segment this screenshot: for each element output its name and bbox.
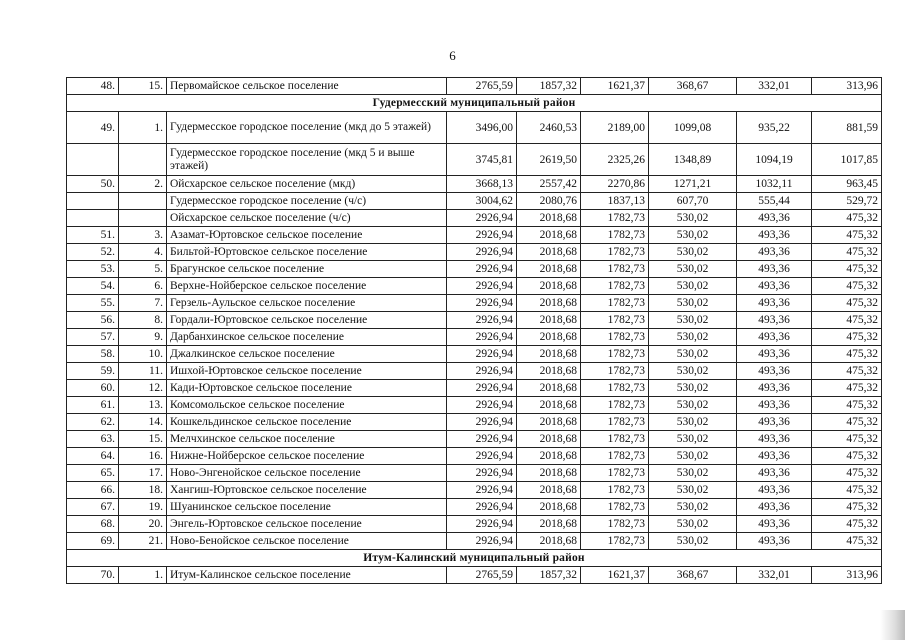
value-cell-5: 493,36 [737, 380, 812, 397]
sub-number-cell: 9. [119, 329, 167, 346]
value-cell-3: 1782,73 [581, 397, 649, 414]
value-cell-5: 493,36 [737, 227, 812, 244]
settlement-name-cell: Мелчхинское сельское поселение [167, 431, 447, 448]
value-cell-5: 332,01 [737, 78, 812, 95]
row-number-cell: 49. [67, 112, 119, 144]
row-number-cell: 50. [67, 176, 119, 193]
value-cell-4: 530,02 [649, 499, 737, 516]
value-cell-5: 493,36 [737, 278, 812, 295]
sub-number-cell: 1. [119, 112, 167, 144]
value-cell-6: 475,32 [812, 363, 882, 380]
table-row [67, 210, 882, 227]
value-cell-1: 3668,13 [447, 176, 517, 193]
tariff-table [66, 77, 882, 584]
sub-number-cell: 20. [119, 516, 167, 533]
value-cell-6: 475,32 [812, 533, 882, 550]
table-row [67, 465, 882, 482]
section-title: Гудермесский муниципальный район [67, 95, 882, 112]
table-row [67, 533, 882, 550]
value-cell-3: 1782,73 [581, 312, 649, 329]
value-cell-4: 530,02 [649, 346, 737, 363]
settlement-name-cell: Ойсхарское сельское поселение (ч/с) [167, 210, 447, 227]
row-number-cell: 63. [67, 431, 119, 448]
settlement-name-cell: Ойсхарское сельское поселение (мкд) [167, 176, 447, 193]
table-row [67, 482, 882, 499]
table-row [67, 112, 882, 144]
value-cell-1: 2926,94 [447, 346, 517, 363]
value-cell-3: 1782,73 [581, 227, 649, 244]
value-cell-4: 368,67 [649, 567, 737, 584]
sub-number-cell: 15. [119, 431, 167, 448]
value-cell-4: 530,02 [649, 227, 737, 244]
row-number-cell: 66. [67, 482, 119, 499]
value-cell-5: 493,36 [737, 465, 812, 482]
table-row [67, 312, 882, 329]
value-cell-4: 530,02 [649, 380, 737, 397]
value-cell-6: 475,32 [812, 499, 882, 516]
sub-number-cell [119, 210, 167, 227]
value-cell-2: 2018,68 [517, 278, 581, 295]
settlement-name-cell: Шуанинское сельское поселение [167, 499, 447, 516]
row-number-cell: 58. [67, 346, 119, 363]
value-cell-3: 1782,73 [581, 261, 649, 278]
value-cell-1: 2926,94 [447, 482, 517, 499]
value-cell-1: 3004,62 [447, 193, 517, 210]
value-cell-2: 1857,32 [517, 78, 581, 95]
value-cell-2: 2018,68 [517, 516, 581, 533]
value-cell-6: 475,32 [812, 482, 882, 499]
value-cell-3: 1782,73 [581, 295, 649, 312]
table-row [67, 295, 882, 312]
row-number-cell: 61. [67, 397, 119, 414]
value-cell-1: 2926,94 [447, 244, 517, 261]
value-cell-1: 2926,94 [447, 516, 517, 533]
value-cell-5: 1094,19 [737, 144, 812, 176]
value-cell-3: 1782,73 [581, 499, 649, 516]
sub-number-cell: 1. [119, 567, 167, 584]
value-cell-6: 1017,85 [812, 144, 882, 176]
value-cell-5: 1032,11 [737, 176, 812, 193]
settlement-name-cell: Гудермесское городское поселение (мкд 5 и выше этажей) [167, 144, 447, 176]
table-row [67, 261, 882, 278]
settlement-name-cell: Гудермесское городское поселение (ч/с) [167, 193, 447, 210]
settlement-name-cell: Ново-Бенойское сельское поселение [167, 533, 447, 550]
table-row [67, 278, 882, 295]
value-cell-5: 493,36 [737, 363, 812, 380]
value-cell-5: 493,36 [737, 312, 812, 329]
page-number: 6 [449, 48, 456, 63]
sub-number-cell [119, 193, 167, 210]
value-cell-1: 2926,94 [447, 227, 517, 244]
value-cell-1: 2926,94 [447, 329, 517, 346]
sub-number-cell: 6. [119, 278, 167, 295]
value-cell-6: 475,32 [812, 346, 882, 363]
value-cell-3: 2189,00 [581, 112, 649, 144]
value-cell-2: 2018,68 [517, 414, 581, 431]
row-number-cell: 70. [67, 567, 119, 584]
value-cell-6: 475,32 [812, 278, 882, 295]
table-row [67, 499, 882, 516]
sub-number-cell: 15. [119, 78, 167, 95]
table-row [67, 244, 882, 261]
sub-number-cell: 8. [119, 312, 167, 329]
sub-number-cell: 2. [119, 176, 167, 193]
value-cell-5: 493,36 [737, 346, 812, 363]
row-number-cell: 54. [67, 278, 119, 295]
value-cell-5: 493,36 [737, 210, 812, 227]
value-cell-4: 530,02 [649, 397, 737, 414]
sub-number-cell: 10. [119, 346, 167, 363]
value-cell-2: 2018,68 [517, 210, 581, 227]
value-cell-5: 493,36 [737, 448, 812, 465]
value-cell-5: 493,36 [737, 414, 812, 431]
value-cell-2: 2557,42 [517, 176, 581, 193]
value-cell-1: 2926,94 [447, 210, 517, 227]
value-cell-2: 2018,68 [517, 533, 581, 550]
value-cell-3: 1837,13 [581, 193, 649, 210]
settlement-name-cell: Гудермесское городское поселение (мкд до 5 этажей) [167, 112, 447, 144]
value-cell-4: 607,70 [649, 193, 737, 210]
row-number-cell: 53. [67, 261, 119, 278]
value-cell-4: 530,02 [649, 414, 737, 431]
row-number-cell [67, 210, 119, 227]
sub-number-cell: 16. [119, 448, 167, 465]
value-cell-3: 2270,86 [581, 176, 649, 193]
value-cell-1: 2926,94 [447, 533, 517, 550]
section-header-row [67, 95, 882, 112]
sub-number-cell: 14. [119, 414, 167, 431]
scan-edge-shadow [880, 610, 905, 640]
value-cell-3: 1782,73 [581, 465, 649, 482]
settlement-name-cell: Первомайское сельское поселение [167, 78, 447, 95]
value-cell-2: 2018,68 [517, 346, 581, 363]
row-number-cell: 56. [67, 312, 119, 329]
value-cell-6: 475,32 [812, 295, 882, 312]
value-cell-2: 2619,50 [517, 144, 581, 176]
value-cell-5: 493,36 [737, 244, 812, 261]
value-cell-2: 2018,68 [517, 295, 581, 312]
value-cell-4: 530,02 [649, 465, 737, 482]
value-cell-3: 1782,73 [581, 380, 649, 397]
value-cell-5: 332,01 [737, 567, 812, 584]
value-cell-4: 530,02 [649, 516, 737, 533]
table-row [67, 78, 882, 95]
value-cell-4: 530,02 [649, 210, 737, 227]
value-cell-4: 368,67 [649, 78, 737, 95]
value-cell-2: 2080,76 [517, 193, 581, 210]
value-cell-5: 555,44 [737, 193, 812, 210]
value-cell-5: 493,36 [737, 397, 812, 414]
value-cell-3: 1782,73 [581, 448, 649, 465]
sub-number-cell: 12. [119, 380, 167, 397]
value-cell-6: 475,32 [812, 244, 882, 261]
value-cell-1: 2926,94 [447, 448, 517, 465]
value-cell-5: 493,36 [737, 295, 812, 312]
value-cell-6: 529,72 [812, 193, 882, 210]
value-cell-3: 1782,73 [581, 244, 649, 261]
row-number-cell: 68. [67, 516, 119, 533]
value-cell-4: 530,02 [649, 448, 737, 465]
value-cell-4: 530,02 [649, 533, 737, 550]
value-cell-1: 2926,94 [447, 363, 517, 380]
value-cell-1: 2926,94 [447, 261, 517, 278]
value-cell-6: 475,32 [812, 465, 882, 482]
value-cell-5: 493,36 [737, 431, 812, 448]
table-row [67, 176, 882, 193]
value-cell-3: 1782,73 [581, 414, 649, 431]
value-cell-2: 2018,68 [517, 312, 581, 329]
value-cell-6: 475,32 [812, 414, 882, 431]
value-cell-2: 2018,68 [517, 499, 581, 516]
row-number-cell: 60. [67, 380, 119, 397]
value-cell-2: 1857,32 [517, 567, 581, 584]
value-cell-1: 2926,94 [447, 380, 517, 397]
row-number-cell: 48. [67, 78, 119, 95]
value-cell-6: 475,32 [812, 431, 882, 448]
sub-number-cell [119, 144, 167, 176]
settlement-name-cell: Азамат-Юртовское сельское поселение [167, 227, 447, 244]
sub-number-cell: 19. [119, 499, 167, 516]
section-header-row [67, 550, 882, 567]
value-cell-6: 475,32 [812, 397, 882, 414]
row-number-cell: 62. [67, 414, 119, 431]
settlement-name-cell: Джалкинское сельское поселение [167, 346, 447, 363]
row-number-cell: 57. [67, 329, 119, 346]
row-number-cell: 52. [67, 244, 119, 261]
table-row [67, 567, 882, 584]
value-cell-6: 475,32 [812, 227, 882, 244]
value-cell-2: 2018,68 [517, 329, 581, 346]
value-cell-3: 1621,37 [581, 78, 649, 95]
settlement-name-cell: Ишхой-Юртовское сельское поселение [167, 363, 447, 380]
value-cell-4: 530,02 [649, 278, 737, 295]
value-cell-1: 2926,94 [447, 312, 517, 329]
sub-number-cell: 7. [119, 295, 167, 312]
settlement-name-cell: Хангиш-Юртовское сельское поселение [167, 482, 447, 499]
settlement-name-cell: Итум-Калинское сельское поселение [167, 567, 447, 584]
value-cell-5: 493,36 [737, 499, 812, 516]
settlement-name-cell: Энгель-Юртовское сельское поселение [167, 516, 447, 533]
value-cell-6: 313,96 [812, 567, 882, 584]
value-cell-6: 475,32 [812, 329, 882, 346]
value-cell-5: 493,36 [737, 482, 812, 499]
value-cell-6: 313,96 [812, 78, 882, 95]
value-cell-2: 2018,68 [517, 465, 581, 482]
value-cell-5: 493,36 [737, 261, 812, 278]
value-cell-6: 475,32 [812, 380, 882, 397]
value-cell-3: 2325,26 [581, 144, 649, 176]
sub-number-cell: 5. [119, 261, 167, 278]
value-cell-3: 1782,73 [581, 533, 649, 550]
value-cell-1: 2926,94 [447, 465, 517, 482]
settlement-name-cell: Ново-Энгенойское сельское поселение [167, 465, 447, 482]
value-cell-4: 1348,89 [649, 144, 737, 176]
settlement-name-cell: Кошкельдинское сельское поселение [167, 414, 447, 431]
value-cell-6: 475,32 [812, 261, 882, 278]
row-number-cell: 51. [67, 227, 119, 244]
sub-number-cell: 4. [119, 244, 167, 261]
value-cell-3: 1782,73 [581, 431, 649, 448]
settlement-name-cell: Верхне-Нойберское сельское поселение [167, 278, 447, 295]
value-cell-1: 2926,94 [447, 431, 517, 448]
value-cell-2: 2018,68 [517, 363, 581, 380]
table-row [67, 329, 882, 346]
value-cell-2: 2018,68 [517, 397, 581, 414]
value-cell-3: 1782,73 [581, 516, 649, 533]
value-cell-1: 2926,94 [447, 499, 517, 516]
value-cell-1: 2926,94 [447, 414, 517, 431]
value-cell-6: 963,45 [812, 176, 882, 193]
table-row [67, 380, 882, 397]
value-cell-3: 1782,73 [581, 210, 649, 227]
value-cell-5: 493,36 [737, 329, 812, 346]
value-cell-4: 1099,08 [649, 112, 737, 144]
settlement-name-cell: Герзель-Аульское сельское поселение [167, 295, 447, 312]
value-cell-2: 2460,53 [517, 112, 581, 144]
sub-number-cell: 13. [119, 397, 167, 414]
value-cell-3: 1782,73 [581, 329, 649, 346]
value-cell-3: 1621,37 [581, 567, 649, 584]
settlement-name-cell: Бильтой-Юртовское сельское поселение [167, 244, 447, 261]
value-cell-6: 881,59 [812, 112, 882, 144]
value-cell-3: 1782,73 [581, 346, 649, 363]
table-row [67, 363, 882, 380]
sub-number-cell: 17. [119, 465, 167, 482]
row-number-cell [67, 193, 119, 210]
sub-number-cell: 18. [119, 482, 167, 499]
row-number-cell: 64. [67, 448, 119, 465]
settlement-name-cell: Нижне-Нойберское сельское поселение [167, 448, 447, 465]
value-cell-5: 493,36 [737, 533, 812, 550]
row-number-cell: 69. [67, 533, 119, 550]
table-row [67, 346, 882, 363]
settlement-name-cell: Кади-Юртовское сельское поселение [167, 380, 447, 397]
table-row [67, 516, 882, 533]
value-cell-1: 2926,94 [447, 397, 517, 414]
settlement-name-cell: Гордали-Юртовское сельское поселение [167, 312, 447, 329]
settlement-name-cell: Дарбанхинское сельское поселение [167, 329, 447, 346]
sub-number-cell: 3. [119, 227, 167, 244]
sub-number-cell: 11. [119, 363, 167, 380]
row-number-cell: 55. [67, 295, 119, 312]
sub-number-cell: 21. [119, 533, 167, 550]
row-number-cell: 67. [67, 499, 119, 516]
row-number-cell: 59. [67, 363, 119, 380]
value-cell-4: 530,02 [649, 329, 737, 346]
row-number-cell [67, 144, 119, 176]
table-row [67, 193, 882, 210]
table-row [67, 414, 882, 431]
value-cell-6: 475,32 [812, 448, 882, 465]
value-cell-4: 530,02 [649, 295, 737, 312]
value-cell-6: 475,32 [812, 516, 882, 533]
value-cell-2: 2018,68 [517, 227, 581, 244]
table-row [67, 448, 882, 465]
value-cell-6: 475,32 [812, 210, 882, 227]
value-cell-1: 2926,94 [447, 278, 517, 295]
value-cell-2: 2018,68 [517, 380, 581, 397]
value-cell-4: 530,02 [649, 363, 737, 380]
value-cell-1: 2765,59 [447, 78, 517, 95]
value-cell-4: 1271,21 [649, 176, 737, 193]
value-cell-1: 2765,59 [447, 567, 517, 584]
value-cell-4: 530,02 [649, 244, 737, 261]
table-row [67, 144, 882, 176]
value-cell-2: 2018,68 [517, 261, 581, 278]
value-cell-5: 493,36 [737, 516, 812, 533]
value-cell-2: 2018,68 [517, 448, 581, 465]
value-cell-4: 530,02 [649, 312, 737, 329]
table-row [67, 397, 882, 414]
value-cell-1: 3496,00 [447, 112, 517, 144]
value-cell-3: 1782,73 [581, 278, 649, 295]
value-cell-3: 1782,73 [581, 482, 649, 499]
table-row [67, 227, 882, 244]
settlement-name-cell: Комсомольское сельское поселение [167, 397, 447, 414]
row-number-cell: 65. [67, 465, 119, 482]
value-cell-2: 2018,68 [517, 244, 581, 261]
value-cell-6: 475,32 [812, 312, 882, 329]
settlement-name-cell: Брагунское сельское поселение [167, 261, 447, 278]
value-cell-2: 2018,68 [517, 431, 581, 448]
value-cell-4: 530,02 [649, 261, 737, 278]
value-cell-4: 530,02 [649, 482, 737, 499]
table-row [67, 431, 882, 448]
value-cell-4: 530,02 [649, 431, 737, 448]
table-body [67, 78, 882, 584]
value-cell-2: 2018,68 [517, 482, 581, 499]
value-cell-1: 2926,94 [447, 295, 517, 312]
value-cell-3: 1782,73 [581, 363, 649, 380]
value-cell-1: 3745,81 [447, 144, 517, 176]
value-cell-5: 935,22 [737, 112, 812, 144]
section-title: Итум-Калинский муниципальный район [67, 550, 882, 567]
